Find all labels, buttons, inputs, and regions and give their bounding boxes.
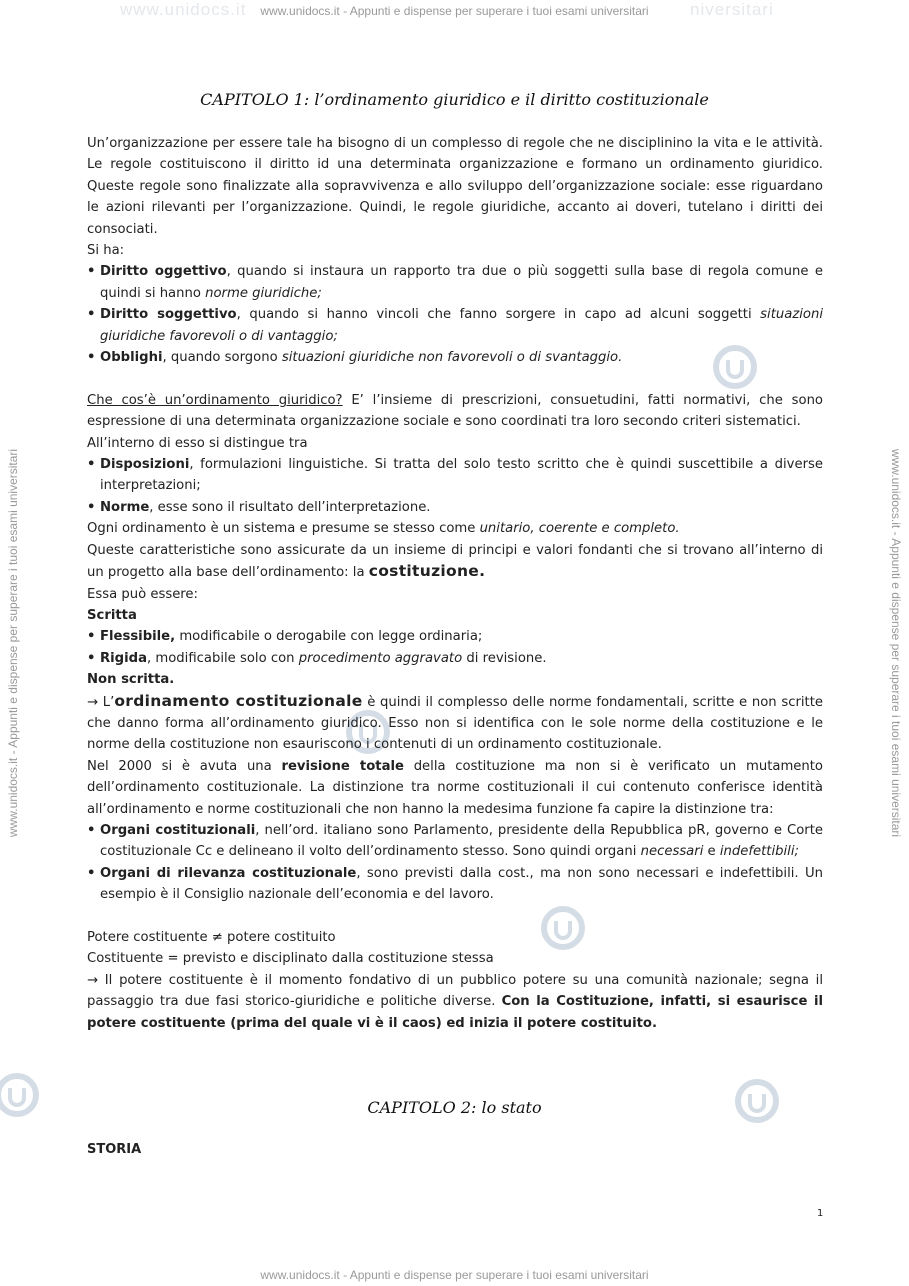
text: di revisione.: [462, 650, 547, 666]
chapter-2-title: CAPITOLO 2: lo stato: [367, 1098, 542, 1117]
text: , sono previsti dalla cost., ma non sono necessari e indefettibili. Un esempio è il Consiglio nazionale dell’economia e del lavoro.: [100, 865, 823, 903]
text: e: [703, 844, 720, 860]
text: , nell’ord. italiano sono Parlamento, presidente della Repubblica pR, governo e Corte costituzionale Cc e delineano il volto dell’ordinamento stesso. Sono quindi organi: [100, 822, 823, 860]
chapter-1-title: CAPITOLO 1: l’ordinamento giuridico e il diritto costituzionale: [200, 90, 709, 109]
storia-heading: STORIA: [87, 1142, 142, 1157]
emphasis: situazioni giuridiche favorevoli o di vantaggio;: [100, 307, 823, 344]
term: Diritto oggettivo: [100, 264, 227, 280]
ordinamento-question-paragraph: [87, 390, 823, 433]
costituzione-highlight: costituzione.: [368, 562, 486, 581]
watermark-ghost-right: niversitari: [690, 0, 774, 19]
text: modificabile o derogabile con legge ordinaria;: [175, 629, 483, 645]
list-item: [87, 626, 823, 647]
watermark-side-right: www.unidocs.it - Appunti e dispense per superare i tuoi esami universitari: [889, 448, 903, 838]
question: Che cos’è un’ordinamento giuridico?: [87, 392, 343, 408]
non-scritta-label: [87, 669, 823, 690]
list-item: [87, 454, 823, 497]
list-item: [87, 347, 823, 368]
puo-essere-line: Essa può essere:: [87, 586, 198, 602]
text: è quindi il complesso delle norme fondamentali, scritte e non scritte che danno forma all’ordinamento giuridico. Esso non si identifica con le sole norme della costituzione e le norme della costituzione non esauriscono i contenuti di un ordinamento costituzionale.: [87, 694, 824, 753]
revisione-paragraph: [87, 756, 823, 820]
sistema-line: [87, 518, 823, 539]
watermark-ghost-left: www.unidocs.it: [120, 0, 247, 19]
emphasis: procedimento aggravato: [298, 650, 463, 666]
potere-paragraph: [87, 970, 823, 1034]
emphasis: necessari: [640, 844, 704, 860]
list-item: [87, 863, 823, 906]
text: , formulazioni linguistiche. Si tratta del solo testo scritto che è quindi suscettibile a diverse interpretazioni;: [100, 457, 823, 494]
ordinamento-costituzionale-paragraph: [87, 691, 823, 756]
term: Organi di rilevanza costituzionale: [100, 865, 357, 881]
text: , quando si instaura un rapporto tra due o più soggetti sulla base di regola comune e quindi si hanno: [100, 264, 824, 301]
term: Obblighi: [100, 350, 163, 366]
list-item: [87, 304, 823, 347]
emphasis: situazioni giuridiche non favorevoli o di svantaggio.: [281, 350, 623, 366]
term: Disposizioni: [100, 457, 190, 473]
text: Queste caratteristiche sono assicurate da un insieme di principi e valori fondanti che si trovano all’interno di un progetto alla base dell’ordinamento: la: [87, 542, 823, 581]
text: Nel 2000 si è avuta una: [87, 758, 282, 774]
caratteristiche-paragraph: [87, 540, 823, 584]
term: revisione totale: [281, 758, 404, 774]
term: Scritta: [87, 607, 137, 623]
distingue-line: All’interno di esso si distingue tra: [87, 435, 308, 451]
text: → Il potere costituente è il momento fondativo di un pubblico potere su una comunità nazionale; segna il passaggio tra due fasi storico-giuridiche e politiche diverse.: [87, 972, 823, 1010]
text: , quando si hanno vincoli che fanno sorgere in capo ad alcuni soggetti: [236, 307, 761, 323]
text: , modificabile solo con: [146, 650, 299, 666]
intro-paragraph: Un’organizzazione per essere tale ha bisogno di un complesso di regole che ne disciplinino la vita e le attività. Le regole costituiscono il diritto id una determinata organizzazione e formano un ordinamento giuridico. Queste regole sono finalizzate alla sopravvivenza e allo sviluppo dell’organizzazione sociale: esse riguardano le azioni rilevanti per l’organizzazione. Quindi, le regole giuridiche, accanto ai doveri, tutelano i diritti dei consociati.: [87, 136, 823, 237]
list-item: [87, 820, 823, 863]
scritta-label: [87, 605, 823, 626]
term: Rigida: [100, 650, 147, 666]
list-item: [87, 497, 823, 518]
watermark-bottom: www.unidocs.it - Appunti e dispense per superare i tuoi esami universitari: [260, 1268, 649, 1282]
ord-cost-highlight: ordinamento costituzionale: [114, 691, 363, 710]
text: della costituzione ma non si è verificato un mutamento dell’ordinamento costituzionale. La distinzione tra norme costituzionali il cui contenuto conferisce identità all’ordinamento e norme costituzionali che non hanno la medesima funzione fa capire la distinzione tra:: [87, 758, 824, 817]
answer: E’ l’insieme di prescrizioni, consuetudini, fatti normativi, che sono espressione di una determinata organizzazione sociale e sono coordinati tra loro secondo criteri sistematici.: [87, 392, 823, 430]
term: Organi costituzionali: [100, 822, 256, 838]
text: , esse sono il risultato dell’interpretazione.: [149, 499, 431, 515]
text: Ogni ordinamento è un sistema e presume se stesso come: [87, 521, 480, 537]
text: , quando sorgono: [162, 350, 282, 366]
term: Norme: [100, 499, 150, 515]
list-item: [87, 261, 823, 304]
list-item: [87, 648, 823, 669]
emphasis: unitario, coerente e completo.: [479, 521, 680, 537]
watermark-side-left: www.unidocs.it - Appunti e dispense per superare i tuoi esami universitari: [6, 448, 20, 838]
page-number: 1: [817, 1208, 824, 1219]
watermark-top: www.unidocs.it - Appunti e dispense per superare i tuoi esami universitari: [260, 4, 649, 18]
arrow: → L’: [87, 694, 115, 710]
bold-text: Con la Costituzione, infatti, si esaurisce il potere costituente (prima del quale vi è il caos) ed inizia il potere costituito.: [87, 994, 823, 1031]
term: Flessibile,: [100, 629, 176, 645]
emphasis: norme giuridiche;: [205, 285, 322, 301]
si-ha-label: Si ha:: [87, 243, 125, 259]
potere-line-2: Costituente = previsto e disciplinato dalla costituzione stessa: [87, 951, 494, 967]
term: Non scritta.: [87, 672, 175, 688]
potere-line-1: Potere costituente ≠ potere costituito: [87, 930, 336, 945]
term: Diritto soggettivo: [100, 307, 237, 323]
emphasis: indefettibili;: [719, 844, 799, 860]
